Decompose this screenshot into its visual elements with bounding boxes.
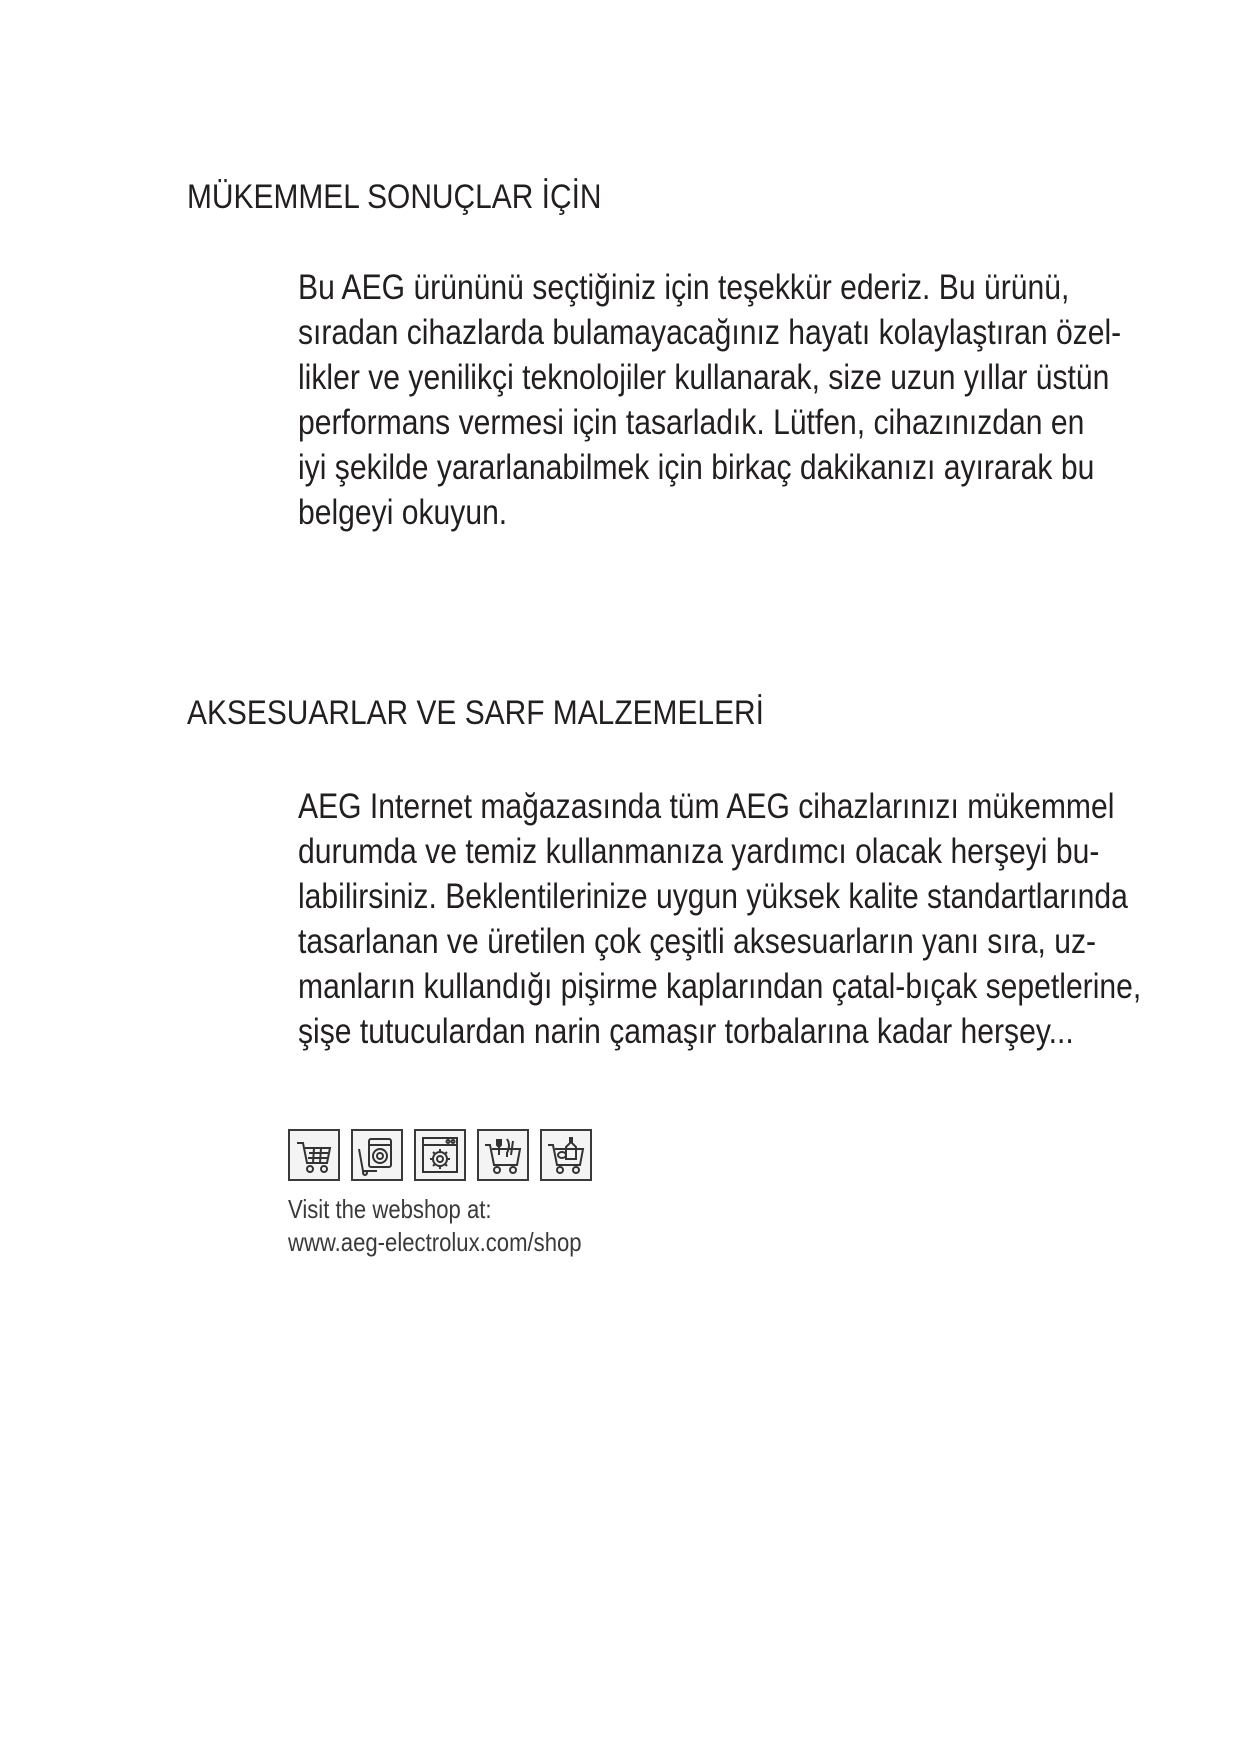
accessories-paragraph	[298, 784, 1142, 1054]
paragraph-line: AEG Internet mağazasında tüm AEG cihazlarınızı mükemmel	[298, 787, 1115, 826]
paragraph-line: şişe tutuculardan narin çamaşır torbalarına kadar herşey...	[298, 1012, 1074, 1051]
bottle-cart-icon	[540, 1129, 592, 1181]
appliance-gear-icon	[414, 1129, 466, 1181]
webshop-caption: Visit the webshop at:	[288, 1194, 492, 1224]
paragraph-line: performans vermesi için tasarladık. Lütfen, cihazınızdan en	[298, 403, 1085, 442]
paragraph-line: Bu AEG ürününü seçtiğiniz için teşekkür ederiz. Bu ürünü,	[298, 268, 1070, 307]
paragraph-line: sıradan cihazlarda bulamayacağınız hayatı kolaylaştıran özel-	[298, 313, 1122, 352]
paragraph-line: manların kullandığı pişirme kaplarından çatal-bıçak sepetlerine,	[298, 967, 1142, 1006]
webshop-url[interactable]: www.aeg-electrolux.com/shop	[288, 1227, 582, 1257]
paragraph-line: tasarlanan ve üretilen çok çeşitli aksesuarların yanı sıra, uz-	[298, 922, 1097, 961]
paragraph-line: belgeyi okuyun.	[298, 493, 508, 532]
paragraph-line: labilirsiniz. Beklentilerinize uygun yüksek kalite standartlarında	[298, 877, 1128, 916]
webshop-info	[288, 1193, 582, 1259]
paragraph-line: iyi şekilde yararlanabilmek için birkaç dakikanızı ayırarak bu	[298, 448, 1095, 487]
paragraph-line: likler ve yenilikçi teknolojiler kullanarak, size uzun yıllar üstün	[298, 358, 1110, 397]
section-title-perfect-results: MÜKEMMEL SONUÇLAR İÇİN	[187, 178, 602, 216]
webshop-icon-row	[288, 1129, 592, 1181]
shopping-cart-icon	[288, 1129, 340, 1181]
intro-paragraph	[298, 265, 1122, 535]
washing-machine-cart-icon	[351, 1129, 403, 1181]
section-title-accessories: AKSESUARLAR VE SARF MALZEMELERİ	[187, 694, 764, 732]
paragraph-line: durumda ve temiz kullanmanıza yardımcı olacak herşeyi bu-	[298, 832, 1100, 871]
cutlery-cart-icon	[477, 1129, 529, 1181]
